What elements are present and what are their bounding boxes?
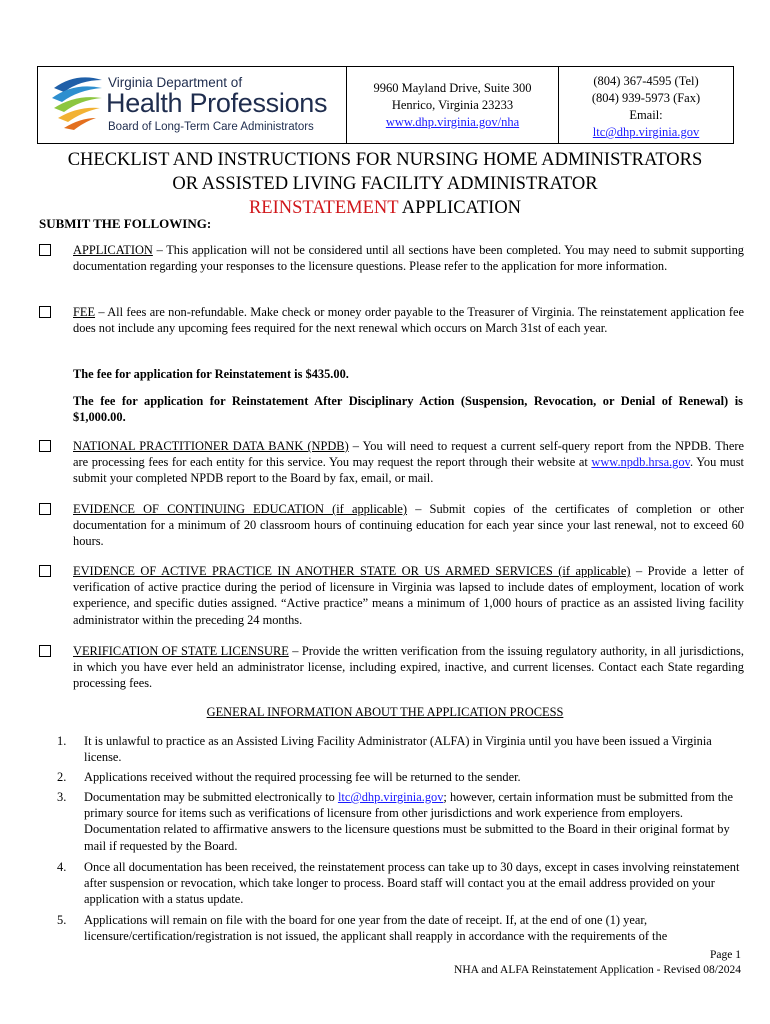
phone-tel: (804) 367-4595 (Tel) [593,74,699,88]
title-line2: OR ASSISTED LIVING FACILITY ADMINISTRATOR [172,174,598,194]
logo-line3: Board of Long-Term Care Administrators [108,121,314,133]
npdb-link[interactable]: www.npdb.hrsa.gov [591,455,690,470]
checkbox-active-practice[interactable] [39,565,51,577]
general-item-2 [57,769,745,785]
email-link-inline[interactable]: ltc@dhp.virginia.gov [337,790,444,804]
verification-label: VERIFICATION OF STATE LICENSURE [73,644,289,658]
revision-note: NHA and ALFA Reinstatement Application - Revised 08/2024 [454,964,741,976]
general-item-text: Applications will remain on file with the board for one year from the date of receipt. If, at the end of one (1) year, licensure/certification/registration is not issued, the applicant shall reapply in accordance with the requirements of the [84,913,668,944]
title-reinstatement: REINSTATEMENT [248,198,399,218]
logo-line2: Health Professions [106,88,328,118]
checklist-item-ce [39,501,744,550]
active-text: – Provide a letter of verification of active practice during the period of licensure in Virginia was lapsed to include dates of employment, location of work experience, and specific duties assigned. “Active practice” means a minimum of 1,000 hours of practice as an assisted living facility administrator within the preceding 24 months. [73,564,744,627]
npdb-text2: . You must submit your completed NPDB report to the Board by fax, email, or mail. [73,455,744,486]
item-number: 2. [57,770,67,784]
general-item-text: ; however, certain information must be submitted from the primary source for items such as verifications of licensure from other jurisdictions and work experience from employers. Documentation related to affirmative answers to the licensure questions must be submitted to the Board in their original format by mail if requested by the Board. [84,790,733,853]
letterhead [37,66,734,144]
application-label: APPLICATION [73,243,153,257]
website-link[interactable]: www.dhp.virginia.gov/nha [385,115,520,129]
general-item-4 [57,859,745,908]
fee-reinstatement: The fee for application for Reinstatement is $435.00. [73,367,349,381]
address-line2: Henrico, Virginia 23233 [391,98,514,112]
ce-text: – Submit copies of the certificates of completion or other documentation for a minimum of 20 classroom hours of continuing education for each year since your last renewal, not to exceed 60 hours. [73,502,745,549]
general-item-text: Documentation may be submitted electronically to [84,790,338,804]
title-line1: CHECKLIST AND INSTRUCTIONS FOR NURSING HOME ADMINISTRATORS [67,150,703,170]
item-number: 5. [57,913,67,927]
checklist-item-fee [39,304,744,336]
phone-fax: (804) 939-5973 (Fax) [591,91,701,105]
virginia-swoosh-icon [50,74,106,134]
agency-logo [38,67,347,143]
page-number: Page 1 [710,949,741,961]
title-line3-rest: APPLICATION [398,198,522,218]
general-item-text: It is unlawful to practice as an Assisted Living Facility Administrator (ALFA) in Virginia until you have been issued a Virginia license. [84,734,712,765]
active-label: EVIDENCE OF ACTIVE PRACTICE IN ANOTHER STATE OR US ARMED SERVICES (if applicable) [73,564,631,578]
item-number: 4. [57,860,67,874]
fee-disciplinary: The fee for application for Reinstatement After Disciplinary Action (Suspension, Revocation, or Denial of Renewal) is $1,000.00. [73,394,743,425]
npdb-text1: – You will need to request a current self-query report from the NPDB. There are processing fees for each entity for this service. You may request the report through their website at [73,439,744,470]
logo-line1: Virginia Department of [108,75,243,90]
checkbox-fee[interactable] [39,306,51,318]
checklist-item-application [39,242,744,274]
checklist-item-active-practice [39,563,744,628]
application-text: – This application will not be considered until all sections have been completed. You may need to submit supporting documentation regarding your responses to the licensure questions. Please refer to the application for more information. [73,243,744,274]
checkbox-application[interactable] [39,244,51,256]
page-title [20,148,750,220]
email-label: Email: [629,108,663,122]
general-item-1 [57,733,745,765]
checkbox-npdb[interactable] [39,440,51,452]
item-number: 1. [57,734,67,748]
fee-label: FEE [73,305,96,319]
checkbox-verification[interactable] [39,645,51,657]
verification-text: – Provide the written verification from the issuing regulatory authority, in all jurisdictions, in which you have ever held an administrator license, including expired, inactive, and current licenses. Contact each State regarding processing fees. [73,644,744,691]
address-line1: 9960 Mayland Drive, Suite 300 [373,81,532,95]
checkbox-ce[interactable] [39,503,51,515]
item-number: 3. [57,790,67,804]
address-block [347,67,559,143]
ce-label: EVIDENCE OF CONTINUING EDUCATION (if applicable) [73,502,408,516]
general-item-text: Applications received without the required processing fee will be returned to the sender. [84,770,521,784]
general-item-text: Once all documentation has been received, the reinstatement process can take up to 30 days, except in cases involving reinstatement after suspension or revocation, which take longer to process. Board staff will contact you at the email address provided on your application with a status update. [84,860,740,907]
general-item-3 [57,789,745,854]
checklist-item-verification [39,643,744,692]
checklist-item-npdb [39,438,744,487]
page-footer [454,948,741,978]
npdb-label: NATIONAL PRACTITIONER DATA BANK (NPDB) [73,439,349,453]
general-info-heading: GENERAL INFORMATION ABOUT THE APPLICATION PROCESS [206,705,564,719]
general-item-5 [57,912,745,944]
fee-text: – All fees are non-refundable. Make check or money order payable to the Treasurer of Virginia. The reinstatement application fee does not include any upcoming fees required for the next renewal which occurs on March 31st of each year. [73,305,744,336]
email-link[interactable]: ltc@dhp.virginia.gov [592,125,700,139]
contact-block [559,67,733,143]
submit-heading: SUBMIT THE FOLLOWING: [39,216,212,231]
